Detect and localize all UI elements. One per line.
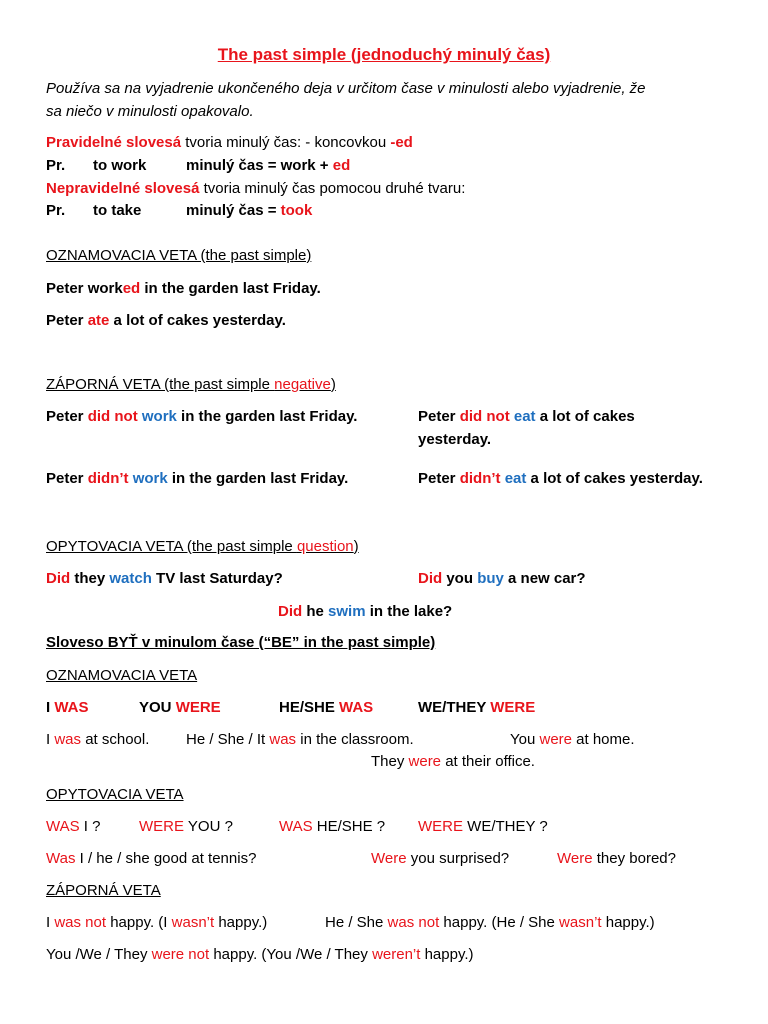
affirmative-sentence-2: [46, 311, 286, 331]
be-p2-a: YOU: [139, 699, 176, 716]
be-qp4-a: WERE: [418, 818, 463, 835]
irregular-past-word: took: [280, 202, 313, 219]
negative-left-2: [46, 469, 348, 489]
neg-r2-d: a lot of cakes yesterday.: [526, 470, 703, 487]
be-n2-a: He / She: [325, 914, 388, 931]
neg-r1-b: did not: [459, 408, 510, 425]
neg-l2-a: Peter: [46, 470, 88, 487]
regular-past: [186, 156, 350, 176]
be-p3-a: HE/SHE: [279, 699, 340, 716]
q1-b: they: [70, 570, 110, 587]
be-qe1-b: I / he / she good at tennis?: [75, 850, 257, 867]
be-qe3-a: Were: [557, 850, 593, 867]
be-qp1-b: I ?: [79, 818, 101, 835]
irregular-past-prefix: minulý čas =: [186, 202, 281, 219]
be-qp2-b: YOU ?: [184, 818, 233, 835]
be-n3-c: happy. (You /We / They: [209, 946, 373, 963]
be-n1-c: happy. (I: [106, 914, 172, 931]
be-qp2-a: WERE: [139, 818, 184, 835]
be-p3-b: WAS: [339, 699, 374, 716]
be-negative-example-2: [325, 913, 655, 933]
be-n2-c: happy. (He / She: [439, 914, 560, 931]
question-sentence-1: [46, 569, 283, 589]
be-n1-e: happy.): [214, 914, 268, 931]
aff-s1-a: Peter work: [46, 280, 123, 297]
question-sentence-2: [418, 569, 586, 589]
be-qe2-b: you surprised?: [406, 850, 510, 867]
be-question-pronoun-3: [279, 817, 385, 837]
aff-s2-c: a lot of cakes yesterday.: [109, 312, 286, 329]
be-e3-a: You: [510, 731, 540, 748]
negative-left-1: [46, 407, 357, 427]
negative-right-2: [418, 469, 703, 489]
be-question-example-2: [371, 849, 509, 869]
be-question-example-1: [46, 849, 256, 869]
be-qp1-a: WAS: [46, 818, 80, 835]
q-heading-c: ): [353, 538, 359, 555]
be-p4-a: WE/THEY: [418, 699, 491, 716]
be-qp4-b: WE/THEY ?: [463, 818, 548, 835]
be-p4-b: WERE: [490, 699, 536, 716]
be-e1-b: was: [54, 731, 82, 748]
be-affirmative-heading: OZNAMOVACIA VETA: [46, 667, 198, 684]
be-p1-a: I: [46, 699, 55, 716]
regular-verb: to work: [93, 157, 147, 174]
neg-r1-c: eat: [513, 408, 536, 425]
question-heading: [46, 537, 359, 557]
negative-heading: [46, 375, 336, 395]
q3-b: he: [302, 603, 329, 620]
q3-a: Did: [278, 603, 303, 620]
be-n3-b: were not: [151, 946, 210, 963]
irregular-pr: Pr.: [46, 202, 66, 219]
neg-l1-c: work: [141, 408, 177, 425]
be-e2-a: He / She / It: [186, 731, 270, 748]
be-n1-b: was not: [54, 914, 107, 931]
question-sentence-3: [278, 602, 452, 622]
neg-r1-d: a lot of cakes: [535, 408, 635, 425]
neg-heading-c: ): [330, 376, 336, 393]
be-p1-b: WAS: [54, 699, 89, 716]
be-n3-e: happy.): [420, 946, 474, 963]
q2-c: buy: [477, 570, 504, 587]
irregular-text: tvoria minulý čas pomocou druhé tvaru:: [199, 180, 466, 197]
be-qe3-b: they bored?: [592, 850, 676, 867]
affirmative-heading: OZNAMOVACIA VETA (the past simple): [46, 247, 312, 264]
be-example-4: [371, 752, 535, 772]
be-qe2-a: Were: [371, 850, 407, 867]
q2-b: you: [442, 570, 478, 587]
regular-past-prefix: minulý čas = work +: [186, 157, 333, 174]
intro-line-2: sa niečo v minulosti opakovalo.: [46, 103, 254, 120]
be-e1-c: at school.: [81, 731, 150, 748]
be-pronoun-he-she: [279, 698, 373, 718]
be-e4-c: at their office.: [441, 753, 535, 770]
neg-r2-b: didn’t: [459, 470, 501, 487]
affirmative-sentence-1: [46, 279, 321, 299]
be-n2-e: happy.): [601, 914, 655, 931]
q-heading-b: question: [296, 538, 354, 555]
be-pronoun-i: [46, 698, 89, 718]
regular-label: Pravidelné slovesá: [46, 134, 182, 151]
be-qp3-a: WAS: [279, 818, 313, 835]
neg-l2-c: work: [132, 470, 168, 487]
be-example-1: [46, 730, 149, 750]
be-question-pronoun-1: [46, 817, 100, 837]
be-qp3-b: HE/SHE ?: [312, 818, 386, 835]
irregular-label: Nepravidelné slovesá: [46, 180, 200, 197]
neg-l2-d: in the garden last Friday.: [167, 470, 349, 487]
negative-right-1: [418, 407, 635, 427]
neg-l1-a: Peter: [46, 408, 88, 425]
irregular-verbs-line: [46, 179, 465, 199]
neg-r2-a: Peter: [418, 470, 460, 487]
be-e2-b: was: [269, 731, 297, 748]
be-negative-example-1: [46, 913, 267, 933]
q3-c: swim: [328, 603, 366, 620]
neg-l2-b: didn’t: [87, 470, 129, 487]
be-n2-d: wasn’t: [559, 914, 602, 931]
q2-a: Did: [418, 570, 443, 587]
neg-r1-a: Peter: [418, 408, 460, 425]
q1-c: watch: [109, 570, 152, 587]
regular-text: tvoria minulý čas: - koncovkou: [181, 134, 391, 151]
be-n2-b: was not: [387, 914, 440, 931]
be-e3-b: were: [539, 731, 572, 748]
page-title: The past simple (jednoduchý minulý čas): [217, 45, 551, 64]
be-question-pronoun-4: [418, 817, 548, 837]
aff-s2-a: Peter: [46, 312, 88, 329]
neg-l1-b: did not: [87, 408, 138, 425]
irregular-past: [186, 201, 312, 221]
be-pronoun-we-they: [418, 698, 535, 718]
be-negative-heading: ZÁPORNÁ VETA: [46, 882, 161, 899]
be-example-3: [510, 730, 635, 750]
be-question-pronoun-2: [139, 817, 233, 837]
regular-pr: Pr.: [46, 157, 66, 174]
q2-d: a new car?: [503, 570, 586, 587]
be-e3-c: at home.: [572, 731, 635, 748]
regular-verbs-line: [46, 133, 413, 153]
negative-right-1-cont: yesterday.: [418, 431, 492, 448]
be-e2-c: in the classroom.: [296, 731, 414, 748]
q-heading-a: OPYTOVACIA VETA (the past simple: [46, 538, 297, 555]
regular-past-suffix: ed: [332, 157, 351, 174]
q1-d: TV last Saturday?: [151, 570, 283, 587]
be-n1-a: I: [46, 914, 55, 931]
be-e4-b: were: [408, 753, 442, 770]
be-example-2: [186, 730, 414, 750]
be-negative-example-3: [46, 945, 474, 965]
intro-line-1: Používa sa na vyjadrenie ukončeného deja v určitom čase v minulosti alebo vyjadrenie, že: [46, 80, 646, 97]
neg-heading-b: negative: [274, 376, 331, 393]
be-n1-d: wasn’t: [171, 914, 215, 931]
q1-a: Did: [46, 570, 71, 587]
neg-l1-d: in the garden last Friday.: [176, 408, 358, 425]
neg-r2-c: eat: [504, 470, 527, 487]
be-qe1-a: Was: [46, 850, 76, 867]
be-pronoun-you: [139, 698, 221, 718]
be-heading: Sloveso BYŤ v minulom čase (“BE” in the past simple): [46, 634, 436, 651]
aff-s1-b: ed: [122, 280, 141, 297]
aff-s1-c: in the garden last Friday.: [140, 280, 321, 297]
be-e1-a: I: [46, 731, 55, 748]
be-n3-d: weren’t: [372, 946, 421, 963]
regular-ending: -ed: [390, 134, 413, 151]
be-question-example-3: [557, 849, 676, 869]
neg-heading-a: ZÁPORNÁ VETA (the past simple: [46, 376, 275, 393]
aff-s2-b: ate: [87, 312, 110, 329]
be-e4-a: They: [371, 753, 409, 770]
be-p2-b: WERE: [175, 699, 221, 716]
q3-d: in the lake?: [365, 603, 453, 620]
irregular-verb: to take: [93, 202, 142, 219]
be-n3-a: You /We / They: [46, 946, 152, 963]
be-question-heading: OPYTOVACIA VETA: [46, 786, 184, 803]
